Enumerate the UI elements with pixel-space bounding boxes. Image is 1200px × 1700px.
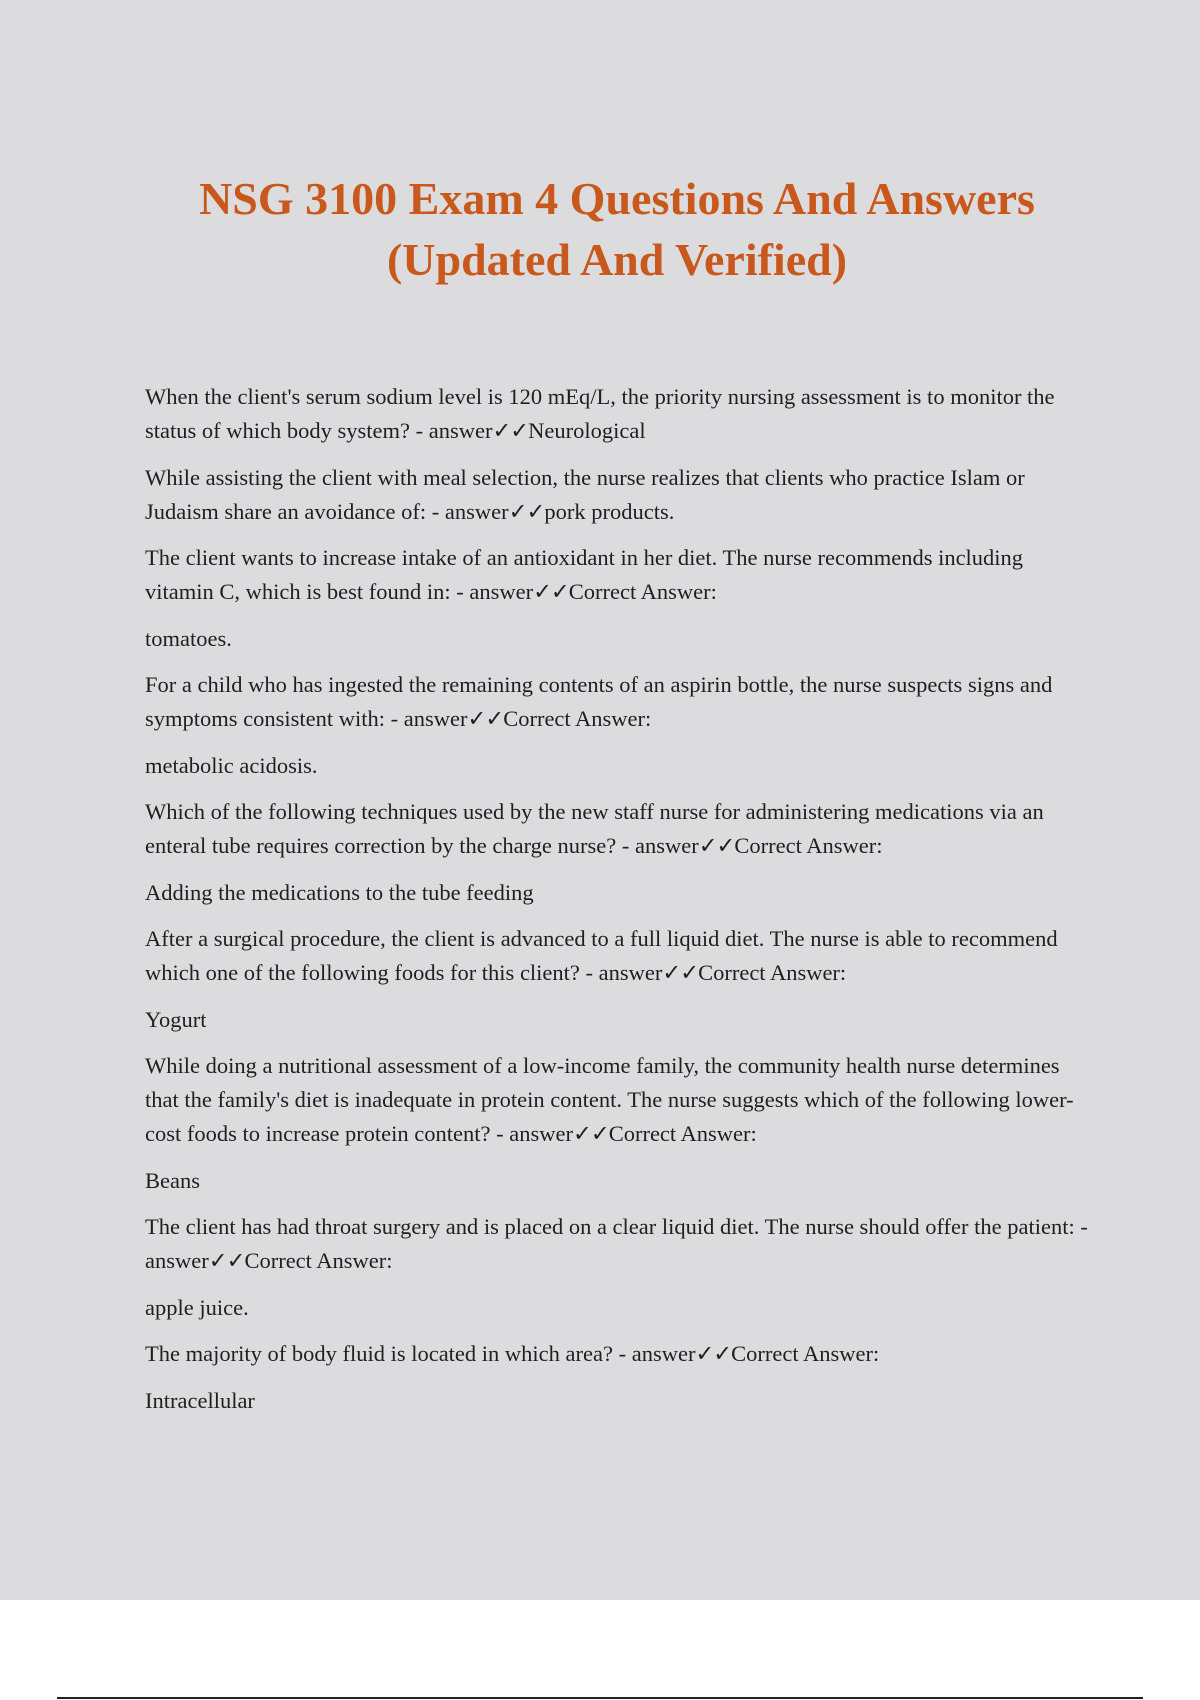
footer-divider bbox=[57, 1697, 1143, 1699]
qa-list bbox=[145, 380, 1095, 1430]
answer-text: Intracellular bbox=[145, 1387, 255, 1413]
answer-text: metabolic acidosis. bbox=[145, 752, 318, 778]
answer-text: apple juice. bbox=[145, 1294, 249, 1320]
inline-answer: Correct Answer: bbox=[503, 706, 652, 731]
inline-answer: Correct Answer: bbox=[698, 960, 847, 985]
double-check-mark: ✓✓ bbox=[572, 1121, 609, 1146]
qa-item bbox=[145, 380, 1095, 448]
document-title bbox=[0, 168, 1200, 290]
double-check-mark: ✓✓ bbox=[208, 1248, 245, 1273]
question-text bbox=[145, 380, 1095, 448]
question-text bbox=[145, 922, 1095, 990]
inline-answer: Correct Answer: bbox=[608, 1121, 757, 1146]
question-prompt: The client wants to increase intake of an antioxidant in her diet. The nurse recommends including vitamin C, which is best found in: - answer bbox=[145, 545, 1024, 604]
answer-text: Yogurt bbox=[145, 1006, 207, 1032]
qa-item bbox=[145, 541, 1095, 656]
double-check-mark: ✓✓ bbox=[533, 579, 569, 604]
inline-answer: Correct Answer: bbox=[734, 833, 883, 858]
qa-item bbox=[145, 668, 1095, 783]
double-check-mark: ✓✓ bbox=[695, 1341, 732, 1366]
title-line-2: (Updated And Verified) bbox=[386, 234, 848, 285]
question-text bbox=[145, 1337, 1095, 1371]
title-line-1: NSG 3100 Exam 4 Questions And Answers bbox=[199, 173, 1035, 224]
question-prompt: After a surgical procedure, the client is advanced to a full liquid diet. The nurse is able to recommend which one of the following foods for this client? - answer bbox=[145, 926, 1058, 985]
question-prompt: While doing a nutritional assessment of a low-income family, the community health nurse determines that the family's diet is inadequate in protein content. The nurse suggests which of the following lower-cost foods to increase protein content? - answer bbox=[145, 1053, 1074, 1146]
double-check-mark: ✓✓ bbox=[698, 833, 735, 858]
qa-item bbox=[145, 1210, 1095, 1325]
answer-text: tomatoes. bbox=[145, 625, 232, 651]
question-text bbox=[145, 795, 1095, 863]
qa-item bbox=[145, 795, 1095, 910]
question-prompt: Which of the following techniques used by the new staff nurse for administering medications via an enteral tube requires correction by the charge nurse? - answer bbox=[145, 799, 1044, 858]
question-prompt: For a child who has ingested the remaining contents of an aspirin bottle, the nurse suspects signs and symptoms consistent with: - answer bbox=[145, 672, 1053, 731]
double-check-mark: ✓✓ bbox=[467, 706, 504, 731]
qa-item bbox=[145, 922, 1095, 1037]
question-prompt: While assisting the client with meal selection, the nurse realizes that clients who practice Islam or Judaism share an avoidance of: - answer bbox=[145, 464, 1025, 524]
inline-answer: Correct Answer: bbox=[731, 1341, 880, 1366]
double-check-mark: ✓✓ bbox=[492, 418, 529, 443]
double-check-mark: ✓✓ bbox=[508, 498, 545, 524]
double-check-mark: ✓✓ bbox=[662, 960, 699, 985]
qa-item bbox=[145, 1337, 1095, 1418]
answer-text: Beans bbox=[145, 1167, 200, 1193]
answer-text: Adding the medications to the tube feeding bbox=[145, 879, 534, 905]
inline-answer: Neurological bbox=[528, 418, 646, 443]
question-text bbox=[145, 668, 1095, 736]
inline-answer: Correct Answer: bbox=[568, 579, 717, 604]
question-prompt: The majority of body fluid is located in which area? - answer bbox=[145, 1341, 696, 1366]
qa-item bbox=[145, 1049, 1095, 1198]
question-text bbox=[145, 1210, 1095, 1278]
inline-answer: Correct Answer: bbox=[244, 1248, 393, 1273]
inline-answer: pork products. bbox=[544, 498, 675, 524]
question-text bbox=[145, 1049, 1095, 1151]
question-text bbox=[145, 461, 1095, 529]
question-prompt: When the client's serum sodium level is 120 mEq/L, the priority nursing assessment is to monitor the status of which body system? - answer bbox=[145, 384, 1055, 443]
question-text bbox=[145, 541, 1095, 609]
qa-item bbox=[145, 461, 1095, 529]
question-prompt: The client has had throat surgery and is placed on a clear liquid diet. The nurse should offer the patient: - answer bbox=[145, 1214, 1088, 1273]
